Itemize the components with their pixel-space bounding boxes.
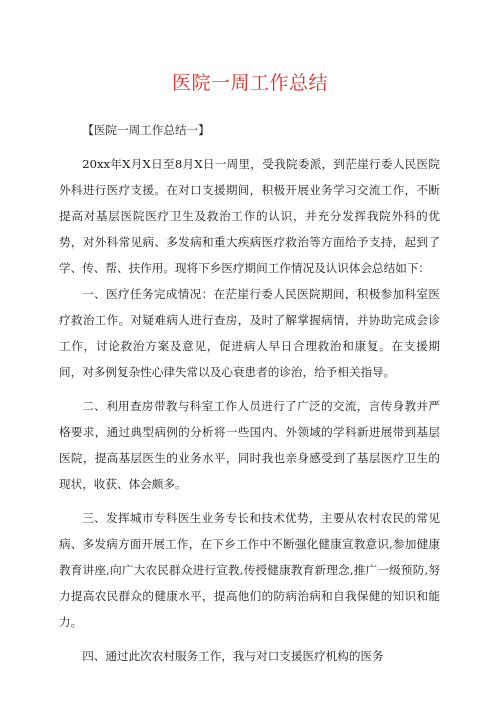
document-body	[59, 117, 440, 669]
paragraph-point-3: 三、发挥城市专科医生业务专长和技术优势，主要从农村农民的常见病、多发病方面开展工作，在下乡工作中不断强化健康宣教意识,参加健康教育讲座,向广大农民群众进行宣教,传授健康教育新理念,推广一级预防,努力提高农民群众的健康水平，提高他们的防病治病和自我保健的知识和能力。	[59, 511, 440, 629]
paragraph-point-2: 二、利用查房带教与科室工作人员进行了广泛的交流，言传身教并严格要求，通过典型病例的分析将一些国内、外领域的学科新进展带到基层医院，提高基层医生的业务水平，同时我也亲身感受到了基层医疗卫生的现状，收获、体会颇多。	[59, 399, 440, 491]
section-subheading: 【医院一周工作总结一】	[82, 123, 210, 137]
paragraph-point-4: 四、通过此次农村服务工作，我与对口支援医疗机构的医务	[82, 649, 384, 663]
document-title: 医院一周工作总结	[171, 72, 328, 94]
paragraph-point-1: 一、医疗任务完成情况：在茫崖行委人民医院期间，积极参加科室医疗救治工作。对疑难病人进行查房，及时了解掌握病情，并协助完成会诊工作，讨论救治方案及意见，促进病人早日合理救治和康复。在支援期间，对多例复杂性心律失常以及心衰患者的诊治，给予相关指导。	[59, 287, 440, 379]
paragraph-intro: 20xx年X月X日至8月X日一周里，受我院委派，到茫崖行委人民医院外科进行医疗支援。在对口支援期间，积极开展业务学习交流工作，不断提高对基层医院医疗卫生及救治工作的认识，并充分发挥我院外科的优势，对外科常见病、多发病和重大疾病医疗救治等方面给予支持，起到了学、传、帮、扶作用。现将下乡医疗期间工作情况及认识体会总结如下：	[59, 157, 440, 275]
